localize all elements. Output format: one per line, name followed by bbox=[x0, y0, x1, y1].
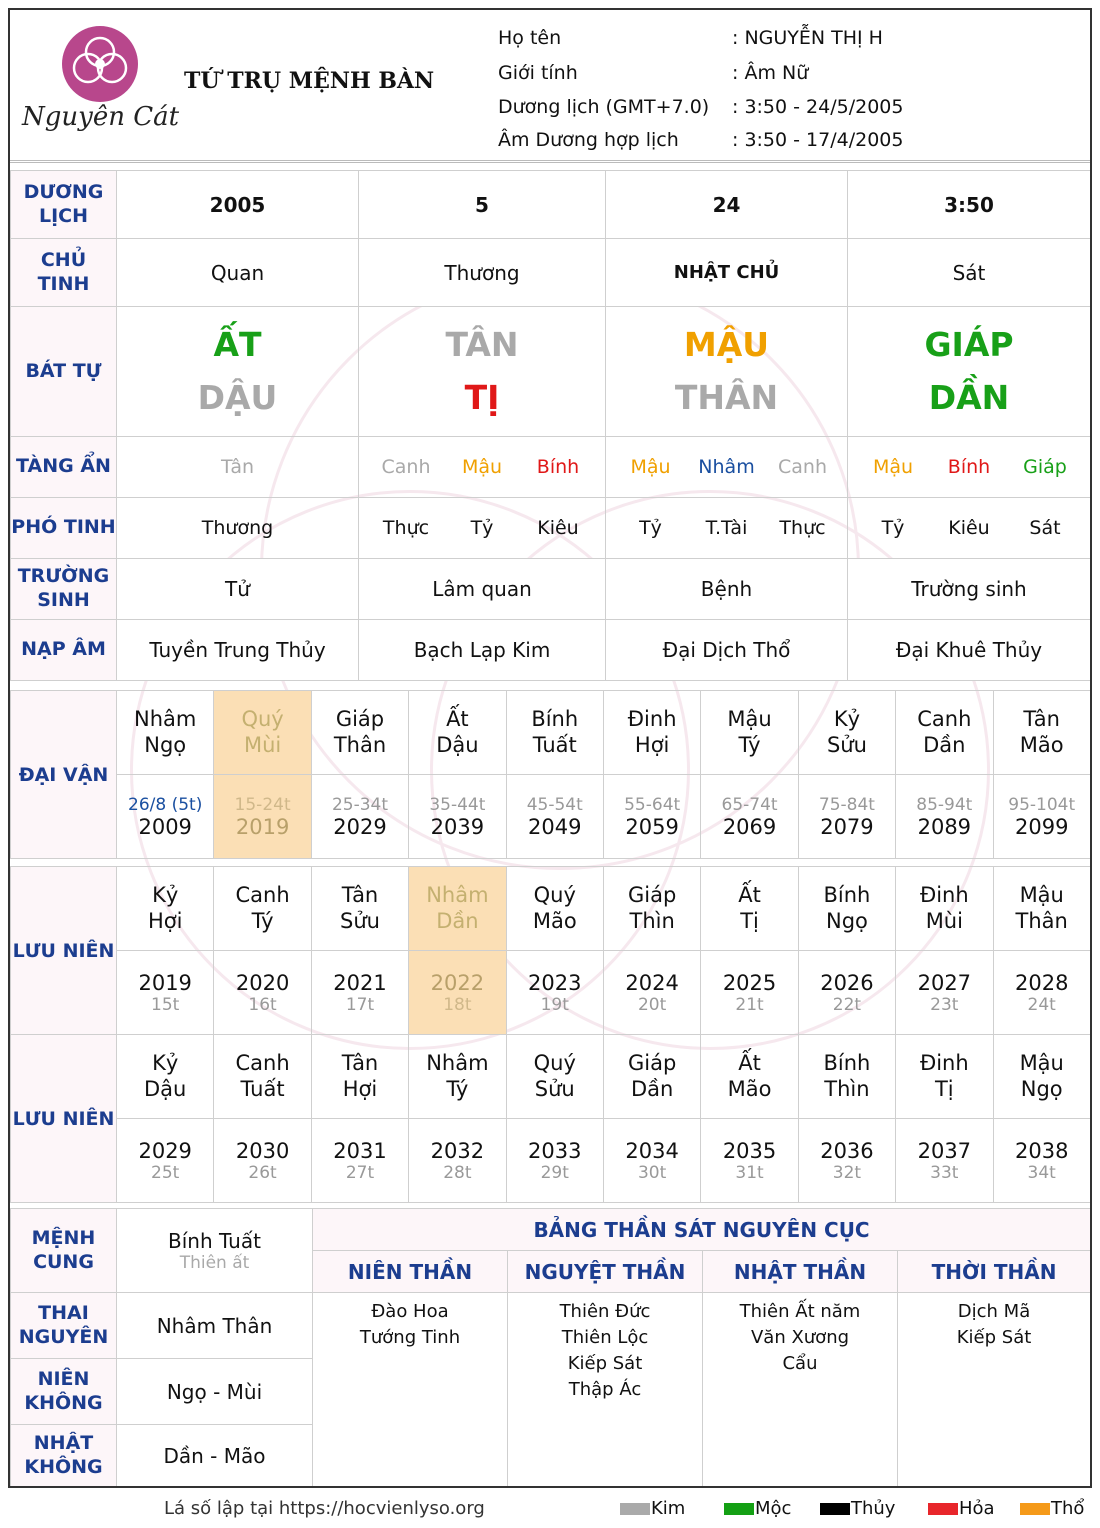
secondary-star: Sát bbox=[1029, 517, 1061, 539]
legend-moc: Mộc bbox=[724, 1498, 791, 1519]
pho-tinh-hour bbox=[848, 498, 1091, 559]
label-chu-tinh: CHỦ TINH bbox=[11, 239, 117, 307]
annual-cycle: Ất Tị bbox=[701, 867, 798, 951]
dai-van-period: 25-34t 2029 bbox=[311, 775, 408, 859]
secondary-star: Kiêu bbox=[537, 517, 579, 539]
nap-am-year: Tuyền Trung Thủy bbox=[117, 620, 359, 681]
earthly-branch: TỊ bbox=[464, 377, 500, 417]
annual-year: 2023 19t bbox=[506, 951, 603, 1035]
heavenly-stem: MẬU bbox=[683, 324, 770, 364]
annual-cycle: Giáp Thìn bbox=[603, 867, 700, 951]
dai-van-year-row bbox=[11, 775, 1091, 859]
dai-van-cycle-current: Quý Mùi bbox=[214, 691, 311, 775]
row-truong-sinh bbox=[11, 559, 1091, 620]
nhat-khong-value: Dần - Mão bbox=[117, 1425, 313, 1487]
annual-year-current: 2022 18t bbox=[409, 951, 506, 1035]
secondary-star: Thực bbox=[779, 517, 826, 539]
annual-cycle: Đinh Mùi bbox=[896, 867, 993, 951]
annual-cycle: Tân Sửu bbox=[311, 867, 408, 951]
pillar-month-value: 5 bbox=[359, 171, 606, 239]
pho-tinh-day bbox=[606, 498, 848, 559]
dai-van-cycle: Ất Dậu bbox=[409, 691, 506, 775]
tang-an-day bbox=[606, 437, 848, 498]
annual-year: 2027 23t bbox=[896, 951, 993, 1035]
than-sat-title: BẢNG THẦN SÁT NGUYÊN CỤC bbox=[313, 1209, 1091, 1251]
dai-van-cycle: Bính Tuất bbox=[506, 691, 603, 775]
annual-cycle-current: Nhâm Dần bbox=[409, 867, 506, 951]
pillar-day-value: 24 bbox=[606, 171, 848, 239]
dai-van-cycle: Mậu Tý bbox=[701, 691, 798, 775]
swatch-tho bbox=[1020, 1503, 1050, 1515]
hidden-stem: Bính bbox=[947, 456, 991, 478]
row-chu-tinh bbox=[11, 239, 1091, 307]
label-nien-khong: NIÊN KHÔNG bbox=[11, 1359, 117, 1425]
info-label-name: Họ tên bbox=[498, 27, 562, 49]
chu-tinh-month: Thương bbox=[359, 239, 606, 307]
col-header-nguyet-than: NGUYỆT THẦN bbox=[508, 1251, 703, 1293]
nguyet-than-list: Thiên Đức Thiên Lộc Kiếp Sát Thập Ác bbox=[508, 1293, 703, 1487]
annual-year: 2026 22t bbox=[798, 951, 895, 1035]
secondary-star: Thực bbox=[382, 517, 430, 539]
annual-year: 2028 24t bbox=[993, 951, 1090, 1035]
dai-van-cycle: Giáp Thân bbox=[311, 691, 408, 775]
label-luu-nien: LƯU NIÊN bbox=[11, 867, 117, 1035]
lotus-logo-icon bbox=[62, 26, 138, 102]
annual-year: 2038 34t bbox=[993, 1119, 1090, 1203]
row-bat-tu bbox=[11, 307, 1091, 437]
info-value-solar: : 3:50 - 24/5/2005 bbox=[732, 96, 904, 118]
swatch-moc bbox=[724, 1503, 754, 1515]
truong-sinh-day: Bệnh bbox=[606, 559, 848, 620]
label-duong-lich: DƯƠNG LỊCH bbox=[11, 171, 117, 239]
dai-van-period: 45-54t 2049 bbox=[506, 775, 603, 859]
luu-nien-year-row bbox=[11, 951, 1091, 1035]
hidden-stem: Bính bbox=[536, 456, 580, 478]
truong-sinh-year: Tử bbox=[117, 559, 359, 620]
annual-year: 2034 30t bbox=[603, 1119, 700, 1203]
nap-am-hour: Đại Khuê Thủy bbox=[848, 620, 1091, 681]
dai-van-period: 95-104t 2099 bbox=[993, 775, 1090, 859]
annual-year: 2029 25t bbox=[117, 1119, 214, 1203]
annual-year: 2037 33t bbox=[896, 1119, 993, 1203]
annual-cycle: Quý Mão bbox=[506, 867, 603, 951]
pho-tinh-year bbox=[117, 498, 359, 559]
annual-year: 2019 15t bbox=[117, 951, 214, 1035]
annual-cycle: Nhâm Tý bbox=[409, 1035, 506, 1119]
annual-cycle: Bính Ngọ bbox=[798, 867, 895, 951]
annual-year: 2036 32t bbox=[798, 1119, 895, 1203]
luu-nien-year-row bbox=[11, 1119, 1091, 1203]
label-tang-an: TÀNG ẨN bbox=[11, 437, 117, 498]
annual-cycle: Mậu Thân bbox=[993, 867, 1090, 951]
annual-cycle: Giáp Dần bbox=[603, 1035, 700, 1119]
dai-van-period-current: 15-24t 2019 bbox=[214, 775, 311, 859]
hidden-stem: Canh bbox=[381, 456, 431, 478]
hidden-stem: Giáp bbox=[1023, 456, 1067, 478]
annual-year: 2025 21t bbox=[701, 951, 798, 1035]
hidden-stem: Mậu bbox=[630, 456, 671, 478]
dai-van-table bbox=[10, 690, 1091, 859]
heavenly-stem: GIÁP bbox=[924, 324, 1014, 364]
than-sat-title-row bbox=[11, 1209, 1091, 1251]
secondary-star: Tỷ bbox=[470, 517, 494, 539]
label-nhat-khong: NHẬT KHÔNG bbox=[11, 1425, 117, 1487]
annual-cycle: Đinh Tị bbox=[896, 1035, 993, 1119]
annual-cycle: Mậu Ngọ bbox=[993, 1035, 1090, 1119]
hidden-stem: Nhâm bbox=[698, 456, 755, 478]
col-header-nien-than: NIÊN THẦN bbox=[313, 1251, 508, 1293]
annual-year: 2024 20t bbox=[603, 951, 700, 1035]
four-pillars-table bbox=[10, 170, 1091, 681]
dai-van-period: 65-74t 2069 bbox=[701, 775, 798, 859]
label-truong-sinh: TRƯỜNG SINH bbox=[11, 559, 117, 620]
secondary-star: Thương bbox=[201, 517, 274, 539]
hidden-stem: Mậu bbox=[872, 456, 914, 478]
heavenly-stem: TÂN bbox=[445, 324, 519, 364]
header bbox=[10, 10, 1090, 160]
truong-sinh-month: Lâm quan bbox=[359, 559, 606, 620]
dai-van-cycle: Đinh Hợi bbox=[603, 691, 700, 775]
dai-van-period: 26/8 (5t) 2009 bbox=[117, 775, 214, 859]
logo-text: Nguyên Cát bbox=[22, 102, 180, 132]
swatch-hoa bbox=[928, 1503, 958, 1515]
bat-tu-month bbox=[359, 307, 606, 437]
hidden-stem: Tân bbox=[220, 456, 255, 478]
bat-tu-hour bbox=[848, 307, 1091, 437]
tang-an-year bbox=[117, 437, 359, 498]
earthly-branch: DẦN bbox=[928, 377, 1010, 417]
pillar-hour-value: 3:50 bbox=[848, 171, 1091, 239]
annual-cycle: Ất Mão bbox=[701, 1035, 798, 1119]
secondary-star: Tỷ bbox=[881, 517, 905, 539]
label-luu-nien: LƯU NIÊN bbox=[11, 1035, 117, 1203]
label-dai-van: ĐẠI VẬN bbox=[11, 691, 117, 859]
annual-cycle: Canh Tý bbox=[214, 867, 311, 951]
nien-khong-value: Ngọ - Mùi bbox=[117, 1359, 313, 1425]
dai-van-period: 75-84t 2079 bbox=[798, 775, 895, 859]
tang-an-month bbox=[359, 437, 606, 498]
info-label-lunisolar: Âm Dương hợp lịch bbox=[498, 129, 679, 151]
swatch-thuy bbox=[820, 1503, 850, 1515]
legend-thuy: Thủy bbox=[820, 1498, 895, 1519]
annual-year: 2035 31t bbox=[701, 1119, 798, 1203]
menh-cung-value: Bính Tuất Thiên ất bbox=[117, 1209, 313, 1293]
bat-tu-year bbox=[117, 307, 359, 437]
chu-tinh-day: NHẬT CHỦ bbox=[606, 239, 848, 307]
dai-van-cycle: Nhâm Ngọ bbox=[117, 691, 214, 775]
pillar-year-value: 2005 bbox=[117, 171, 359, 239]
info-label-solar: Dương lịch (GMT+7.0) bbox=[498, 96, 710, 118]
label-menh-cung: MỆNH CUNG bbox=[11, 1209, 117, 1293]
legend-kim: Kim bbox=[620, 1498, 685, 1519]
earthly-branch: DẬU bbox=[197, 377, 278, 417]
info-value-lunisolar: : 3:50 - 17/4/2005 bbox=[732, 129, 904, 151]
tang-an-hour bbox=[848, 437, 1091, 498]
luu-nien-table-2 bbox=[10, 1034, 1091, 1203]
annual-year: 2031 27t bbox=[311, 1119, 408, 1203]
annual-cycle: Kỷ Dậu bbox=[117, 1035, 214, 1119]
dai-van-cycle-row bbox=[11, 691, 1091, 775]
legend-tho: Thổ bbox=[1020, 1498, 1084, 1519]
swatch-kim bbox=[620, 1503, 650, 1515]
label-bat-tu: BÁT TỰ bbox=[11, 307, 117, 437]
annual-year: 2020 16t bbox=[214, 951, 311, 1035]
row-pho-tinh bbox=[11, 498, 1091, 559]
hidden-stem: Canh bbox=[778, 456, 827, 478]
dai-van-cycle: Canh Dần bbox=[896, 691, 993, 775]
chu-tinh-hour: Sát bbox=[848, 239, 1091, 307]
annual-cycle: Canh Tuất bbox=[214, 1035, 311, 1119]
dai-van-period: 85-94t 2089 bbox=[896, 775, 993, 859]
nhat-than-list: Thiên Ất năm Văn Xương Cẩu bbox=[703, 1293, 898, 1487]
info-value-name: : NGUYỄN THỊ H bbox=[732, 27, 883, 49]
heavenly-stem: ẤT bbox=[213, 324, 262, 364]
secondary-star: Kiêu bbox=[948, 517, 990, 539]
info-label-gender: Giới tính bbox=[498, 62, 578, 84]
label-thai-nguyen: THAI NGUYÊN bbox=[11, 1293, 117, 1359]
chu-tinh-year: Quan bbox=[117, 239, 359, 307]
col-header-thoi-than: THỜI THẦN bbox=[898, 1251, 1091, 1293]
luu-nien-table-1 bbox=[10, 866, 1091, 1035]
annual-year: 2033 29t bbox=[506, 1119, 603, 1203]
annual-year: 2030 26t bbox=[214, 1119, 311, 1203]
secondary-star: T.Tài bbox=[705, 517, 748, 539]
annual-cycle: Bính Thìn bbox=[798, 1035, 895, 1119]
info-value-gender: : Âm Nữ bbox=[732, 62, 809, 84]
truong-sinh-hour: Trường sinh bbox=[848, 559, 1091, 620]
pho-tinh-month bbox=[359, 498, 606, 559]
luu-nien-cycle-row bbox=[11, 1035, 1091, 1119]
row-nap-am bbox=[11, 620, 1091, 681]
bottom-section bbox=[10, 1208, 1091, 1487]
source-link[interactable]: Lá số lập tại https://hocvienlyso.org bbox=[164, 1498, 485, 1519]
earthly-branch: THÂN bbox=[674, 377, 779, 417]
annual-cycle: Tân Hợi bbox=[311, 1035, 408, 1119]
thai-nguyen-value: Nhâm Thân bbox=[117, 1293, 313, 1359]
bat-tu-day bbox=[606, 307, 848, 437]
luu-nien-cycle-row bbox=[11, 867, 1091, 951]
col-header-nhat-than: NHẬT THẦN bbox=[703, 1251, 898, 1293]
annual-cycle: Kỷ Hợi bbox=[117, 867, 214, 951]
annual-cycle: Quý Sửu bbox=[506, 1035, 603, 1119]
annual-year: 2021 17t bbox=[311, 951, 408, 1035]
thoi-than-list: Dịch Mã Kiếp Sát bbox=[898, 1293, 1091, 1487]
chart-frame bbox=[8, 8, 1092, 1488]
dai-van-cycle: Tân Mão bbox=[993, 691, 1090, 775]
legend-hoa: Hỏa bbox=[928, 1498, 995, 1519]
dai-van-period: 55-64t 2059 bbox=[603, 775, 700, 859]
row-tang-an bbox=[11, 437, 1091, 498]
dai-van-period: 35-44t 2039 bbox=[409, 775, 506, 859]
nap-am-month: Bạch Lạp Kim bbox=[359, 620, 606, 681]
annual-year: 2032 28t bbox=[409, 1119, 506, 1203]
thai-nguyen-row bbox=[11, 1293, 1091, 1359]
header-divider bbox=[10, 160, 1090, 163]
footer bbox=[0, 1492, 1100, 1528]
document-title: TỨ TRỤ MỆNH BÀN bbox=[184, 68, 435, 94]
row-duong-lich bbox=[11, 171, 1091, 239]
nap-am-day: Đại Dịch Thổ bbox=[606, 620, 848, 681]
hidden-stem: Mậu bbox=[461, 456, 503, 478]
label-pho-tinh: PHÓ TINH bbox=[11, 498, 117, 559]
nien-than-list: Đào Hoa Tướng Tinh bbox=[313, 1293, 508, 1487]
label-nap-am: NẠP ÂM bbox=[11, 620, 117, 681]
secondary-star: Tỷ bbox=[639, 517, 662, 539]
dai-van-cycle: Kỷ Sửu bbox=[798, 691, 895, 775]
